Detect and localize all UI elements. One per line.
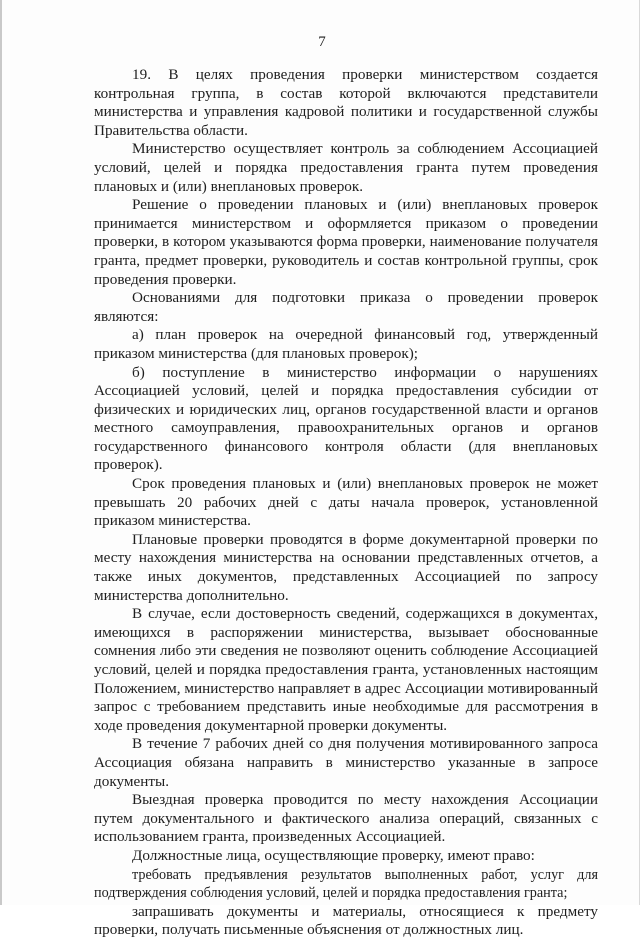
paragraph-onsite: Выездная проверка проводится по месту нахождения Ассоциации путем документального и фактического анализа операций, связанных с использованием гранта, произведенных Ассоциацией. bbox=[94, 791, 598, 846]
paragraph-decision: Решение о проведении плановых и (или) внеплановых проверок принимается министерством и оформляется приказом о проведении проверки, в котором указываются форма проверки, наименование получателя гранта, предмет проверки, руководитель и состав контрольной группы, срок проведения проверки. bbox=[94, 196, 598, 288]
paragraph-rights-intro: Должностные лица, осуществляющие проверку, имеют право: bbox=[132, 846, 535, 864]
paragraph-right-results: требовать предъявления результатов выполненных работ, услуг для подтверждения соблюдения условий, целей и порядка предоставления гранта; bbox=[94, 866, 598, 902]
paragraph-control: Министерство осуществляет контроль за соблюдением Ассоциацией условий, целей и порядка предоставления гранта путем проведения плановых и (или) внеплановых проверок. bbox=[94, 140, 598, 195]
paragraph-19: 19. В целях проведения проверки министерством создается контрольная группа, в состав которой включаются представители министерства и управления кадровой политики и государственной службы Правительства области. bbox=[94, 66, 598, 139]
paragraph-grounds-intro: Основаниями для подготовки приказа о проведении проверок являются: bbox=[94, 289, 598, 325]
paragraph-deadline: В течение 7 рабочих дней со дня получения мотивированного запроса Ассоциация обязана направить в министерство указанные в запросе документы. bbox=[94, 735, 598, 790]
page-number: 7 bbox=[318, 34, 326, 50]
paragraph-request: В случае, если достоверность сведений, содержащихся в документах, имеющихся в распоряжении министерства, вызывает обоснованные сомнения либо эти сведения не позволяют оценить соблюдение Ассоциацией условий, целей и порядка предоставления гранта, установленных настоящим Положением, министерство направляет в адрес Ассоциации мотивированный запрос с требованием представить иные необходимые для рассмотрения в ходе проведения документарной проверки документы. bbox=[94, 605, 598, 734]
document-body bbox=[94, 66, 598, 940]
paragraph-planned: Плановые проверки проводятся в форме документарной проверки по месту нахождения министерства на основании представленных отчетов, а также иных документов, представленных Ассоциацией по запросу министерства дополнительно. bbox=[94, 530, 598, 604]
paragraph-term: Срок проведения плановых и (или) внеплановых проверок не может превышать 20 рабочих дней с даты начала проверок, установленной приказом министерства. bbox=[94, 475, 598, 530]
paragraph-grounds-a: а) план проверок на очередной финансовый год, утвержденный приказом министерства (для плановых проверок); bbox=[94, 326, 598, 362]
paragraph-grounds-b: б) поступление в министерство информации о нарушениях Ассоциацией условий, целей и порядка предоставления субсидии от физических и юридических лиц, органов государственной власти и органов местного самоуправления, правоохранительных органов и органов государственного финансового контроля области (для внеплановых проверок). bbox=[94, 363, 598, 474]
paragraph-right-documents: запрашивать документы и материалы, относящиеся к предмету проверки, получать письменные объяснения от должностных лиц. bbox=[94, 902, 598, 939]
